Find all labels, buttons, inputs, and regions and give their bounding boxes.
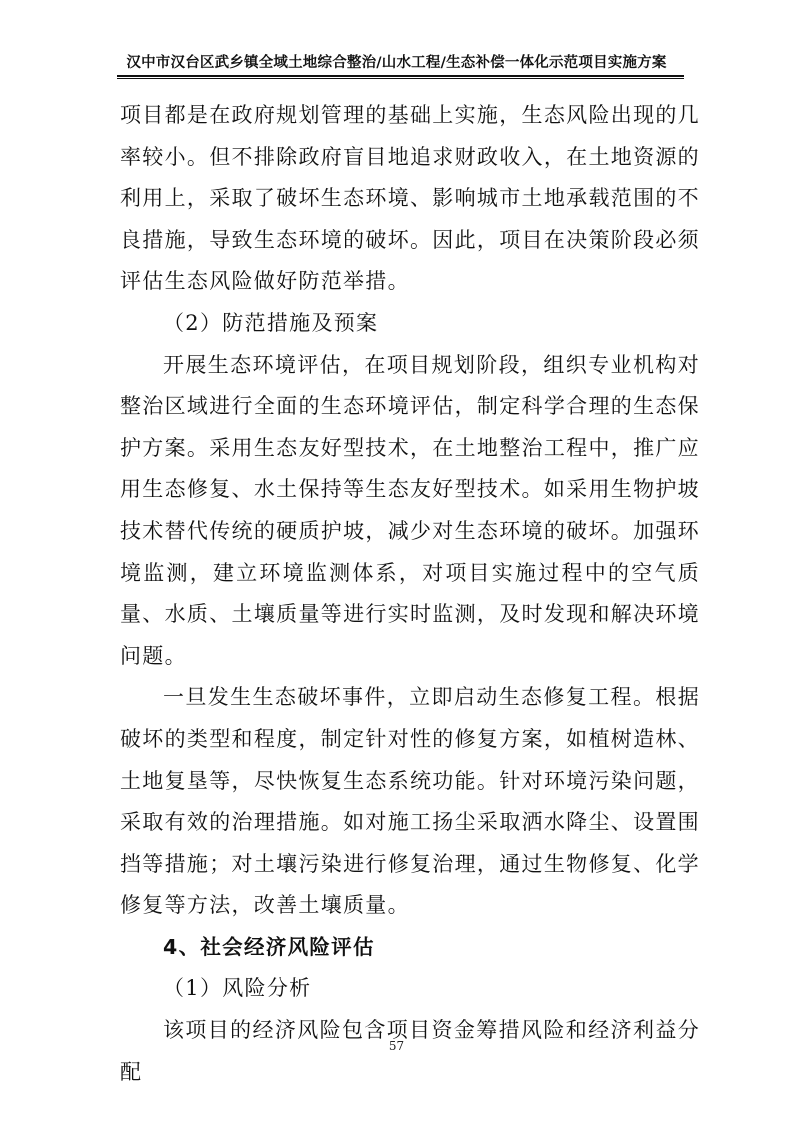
page-number: 57 — [388, 1039, 405, 1053]
body-text — [120, 95, 700, 1093]
section-heading-socioeconomic-risk: 4、社会经济风险评估 — [163, 934, 375, 959]
subheading-risk-analysis: （1）风险分析 — [163, 976, 312, 1001]
paragraph-ecological-restoration: 一旦发生生态破坏事件，立即启动生态修复工程。根据破坏的类型和程度，制定针对性的修复方案，如植树造林、土地复垦等，尽快恢复生态系统功能。针对环境污染问题，采取有效的治理措施。如对施工扬尘采取洒水降尘、设置围挡等措施；对土壤污染进行修复治理，通过生物修复、化学修复等方法，改善土壤质量。 — [120, 685, 700, 918]
paragraph-economic-risk: 该项目的经济风险包含项目资金筹措风险和经济利益分配 — [120, 1018, 700, 1084]
header-rule — [117, 75, 684, 77]
subheading-prevention-measures: （2）防范措施及预案 — [163, 310, 379, 335]
paragraph-continuation: 项目都是在政府规划管理的基础上实施，生态风险出现的几率较小。但不排除政府盲目地追求财政收入，在土地资源的利用上，采取了破坏生态环境、影响城市土地承载范围的不良措施，导致生态环境的破坏。因此，项目在决策阶段必须评估生态风险做好防范举措。 — [120, 103, 700, 294]
running-header: 汉中市汉台区武乡镇全域土地综合整治/山水工程/生态补偿一体化示范项目实施方案 — [126, 55, 667, 71]
paragraph-ecological-assessment: 开展生态环境评估，在项目规划阶段，组织专业机构对整治区域进行全面的生态环境评估，制定科学合理的生态保护方案。采用生态友好型技术，在土地整治工程中，推广应用生态修复、水土保持等生态友好型技术。如采用生物护坡技术替代传统的硬质护坡，减少对生态环境的破坏。加强环境监测，建立环境监测体系，对项目实施过程中的空气质量、水质、土壤质量等进行实时监测，及时发现和解决环境问题。 — [120, 352, 700, 668]
header-rule-thin — [117, 78, 684, 79]
